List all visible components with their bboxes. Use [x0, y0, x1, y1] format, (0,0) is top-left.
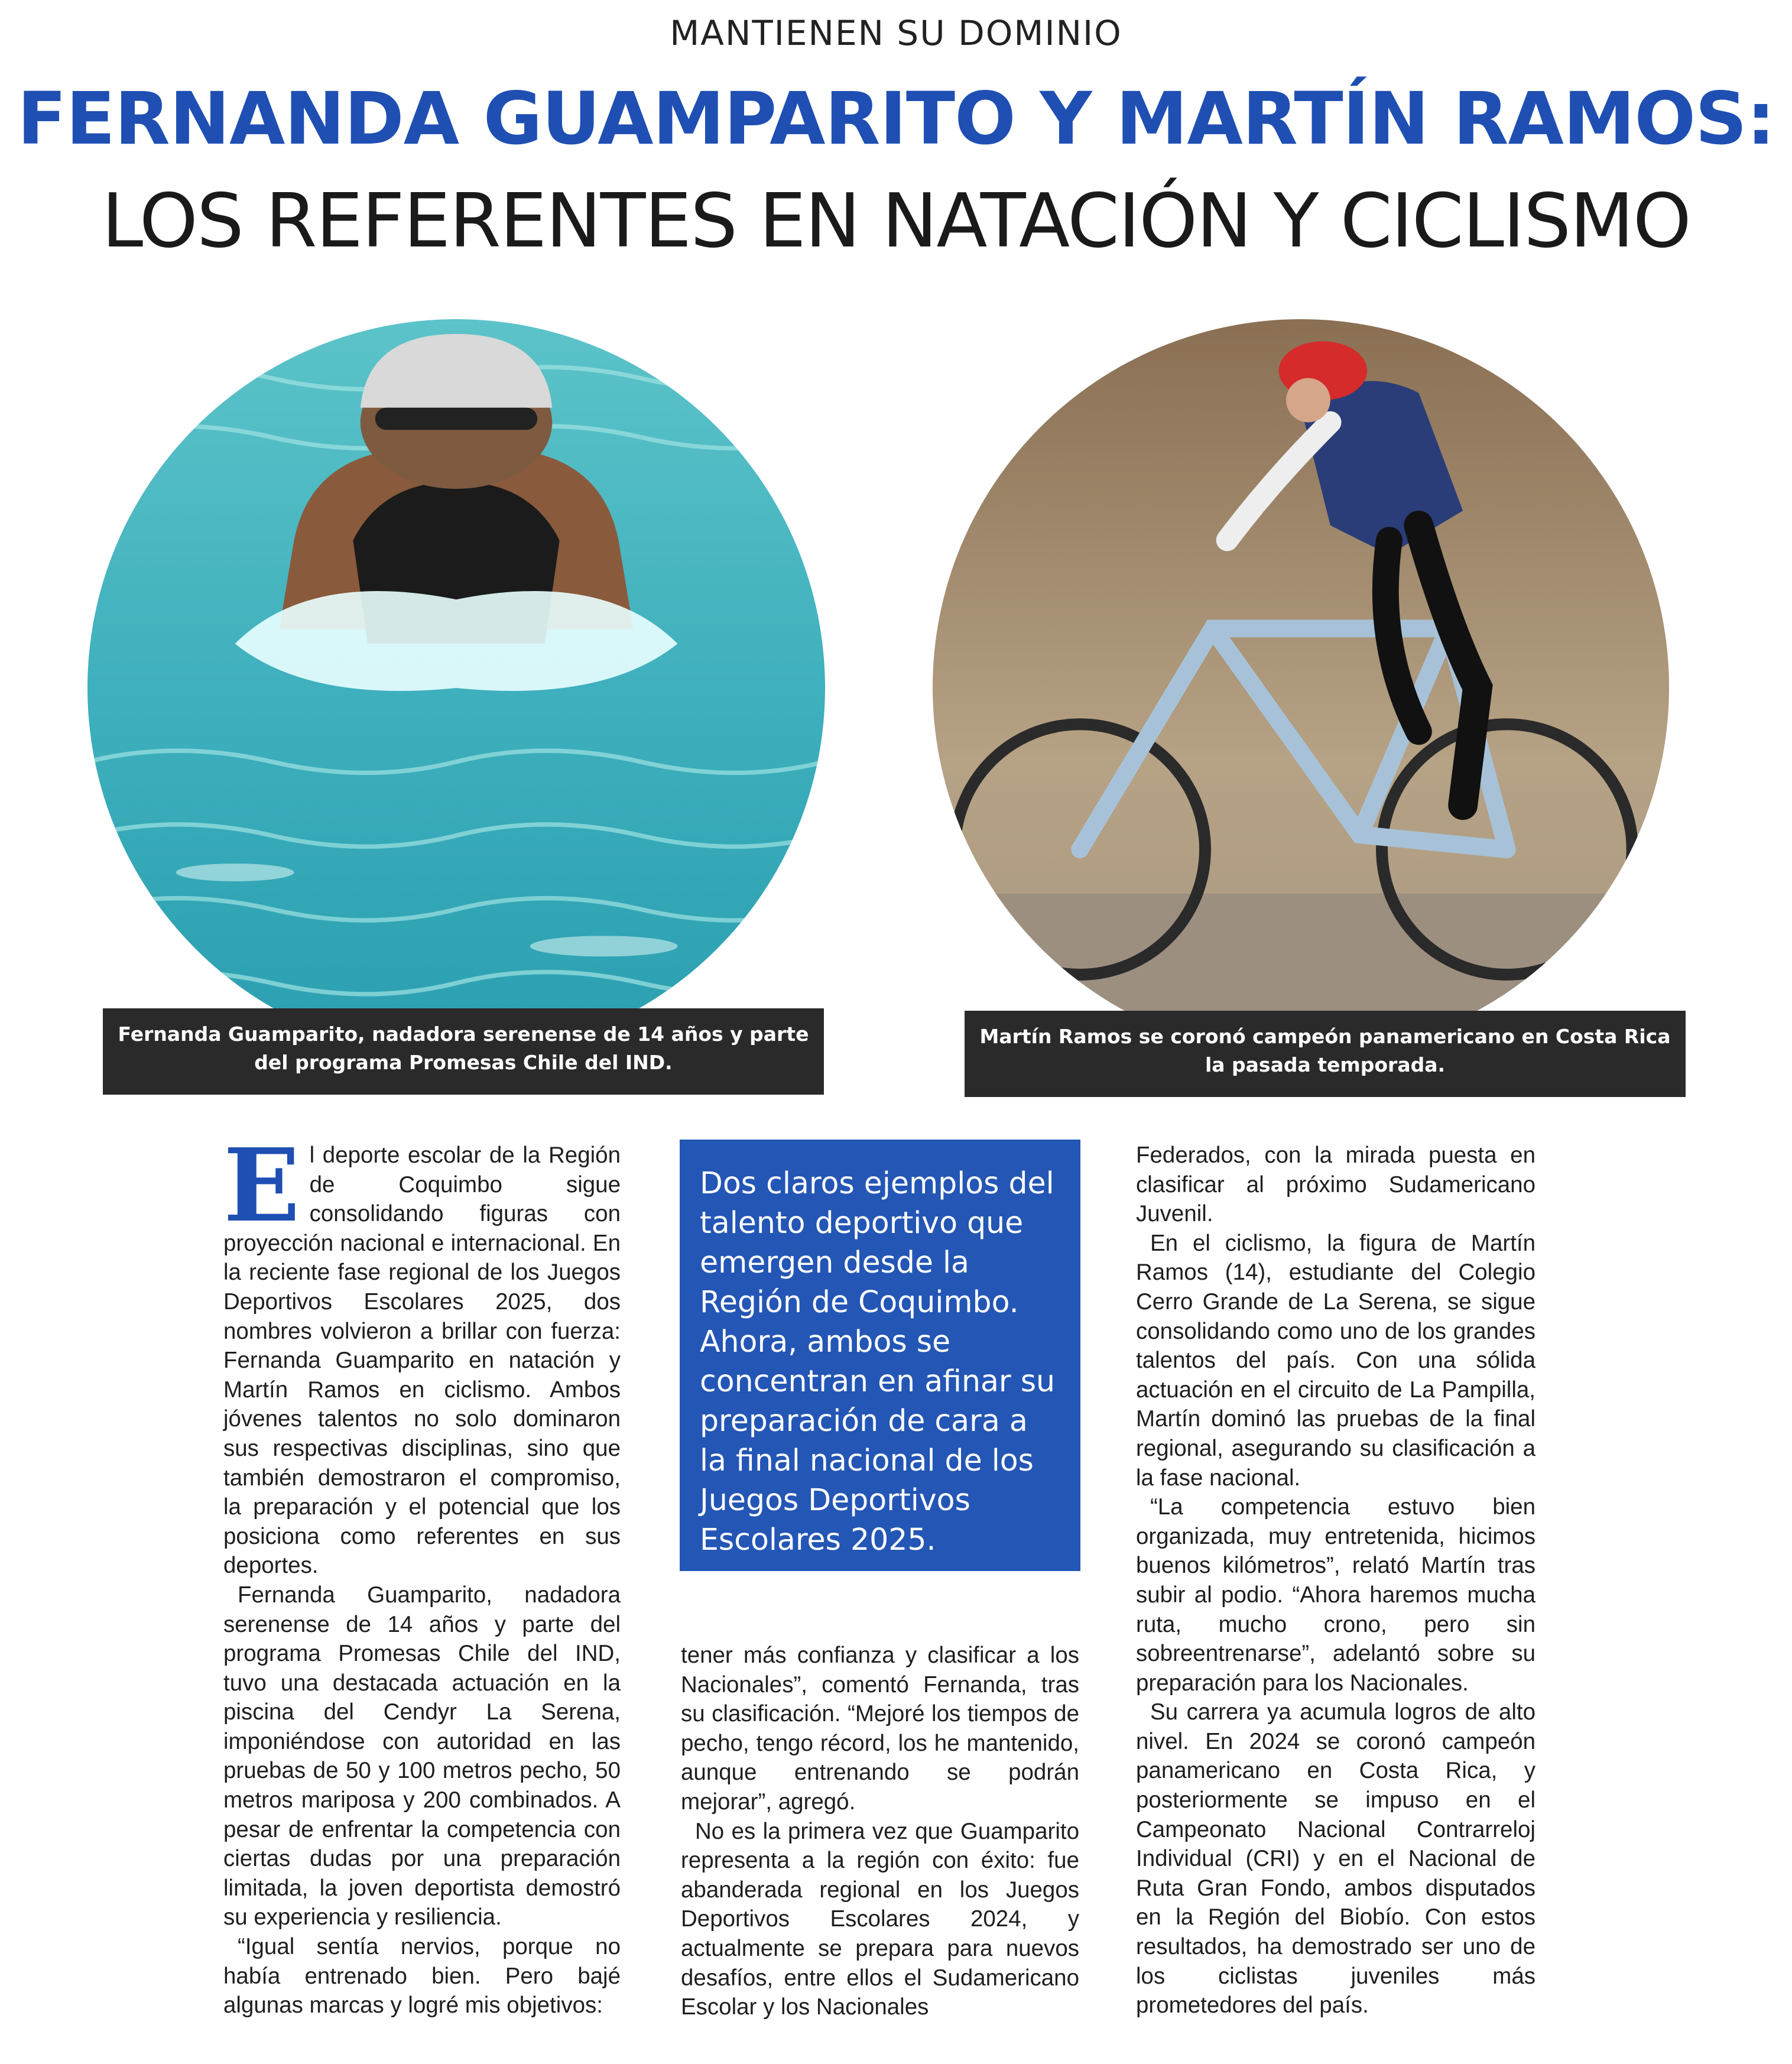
- article-column-3: [1136, 1141, 1535, 2020]
- article-paragraph: En el ciclismo, la figura de Martín Ramos (14), estudiante del Colegio Cerro Grande de La Serena, se sigue consolidando como uno de los grandes talentos del país. Con una sólida actuación en el circuito de La Pampilla, Martín dominó las pruebas de la final regional, asegurando su clasificación a la fase nacional.: [1136, 1230, 1535, 1491]
- article-lead-text: l deporte escolar de la Región de Coquimbo sigue consolidando figuras con proyección nacional e internacional. En la reciente fase regional de los Juegos Deportivos Escolares 2025, dos nombres volvieron a brillar con fuerza: Fernanda Guamparito en natación y Martín Ramos en ciclismo. Ambos jóvenes talentos no solo dominaron sus respectivas disciplinas, sino que también demostraron el compromiso, la preparación y el potencial que los posiciona como referentes en sus deportes.: [223, 1143, 621, 1579]
- article-paragraph: tener más confianza y clasificar a los Nacionales”, comentó Fernanda, tras su clasificación. “Mejoré los tiempos de pecho, tengo récord, los he mantenido, aunque entrenando se podrán mejorar”, agregó.: [681, 1643, 1079, 1815]
- article-paragraph: [223, 1127, 621, 1581]
- swimmer-photo-caption: Fernanda Guamparito, nadadora serenense de 14 años y parte del programa Promesas Chile del IND.: [103, 1008, 824, 1095]
- article-paragraph: No es la primera vez que Guamparito representa a la región con éxito: fue abanderada regional en los Juegos Deportivos Escolares 2024, y actualmente se prepara para nuevos desafíos, entre ellos el Sudamericano Escolar y los Nacionales: [681, 1818, 1079, 2020]
- article-paragraph: “La competencia estuvo bien organizada, muy entretenida, hicimos buenos kilómetros”, relató Martín tras subir al podio. “Ahora haremos mucha ruta, mucho crono, pero sin sobreentrenarse”, adelantó sobre su preparación para los Nacionales.: [1136, 1494, 1535, 1696]
- article-paragraph: Federados, con la mirada puesta en clasificar al próximo Sudamericano Juvenil.: [1136, 1143, 1535, 1227]
- article-column-1: [223, 1127, 621, 2020]
- article-paragraph: “Igual sentía nervios, porque no había entrenado bien. Pero bajé algunas marcas y logré mis objetivos:: [223, 1934, 621, 2018]
- article-column-2: [681, 1641, 1079, 2022]
- article-kicker: MANTIENEN SU DOMINIO: [670, 13, 1122, 53]
- article-paragraph: Fernanda Guamparito, nadadora serenense de 14 años y parte del programa Promesas Chile del IND, tuvo una destacada actuación en la piscina del Cendyr La Serena, imponiéndose con autoridad en las pruebas de 50 y 100 metros pecho, 50 metros mariposa y 200 combinados. A pesar de enfrentar la competencia con ciertas dudas por una preparación limitada, la joven deportista demostró su experiencia y resiliencia.: [223, 1582, 621, 1930]
- cyclist-photo: [933, 319, 1669, 1056]
- article-paragraph: Su carrera ya acumula logros de alto nivel. En 2024 se coronó campeón panamericano en Costa Rica, y posteriormente se impuso en el Campeonato Nacional Contrarreloj Individual (CRI) y en el Nacional de Ruta Gran Fondo, ambos disputados en la Región del Biobío. Con estos resultados, ha demostrado ser uno de los ciclistas juveniles más prometedores del país.: [1136, 1699, 1535, 2018]
- swimmer-photo: [87, 319, 825, 1057]
- article-headline: FERNANDA GUAMPARITO Y MARTÍN RAMOS:: [17, 77, 1775, 161]
- drop-cap: E: [223, 1127, 300, 1245]
- pull-quote: Dos claros ejemplos del talento deportivo que emergen desde la Región de Coquimbo. Ahora, ambos se concentran en afinar su preparación de cara a la final nacional de los Juegos Deportivos Escolares 2025.: [680, 1140, 1080, 1571]
- article-subheadline: LOS REFERENTES EN NATACIÓN Y CICLISMO: [102, 177, 1690, 264]
- cyclist-photo-caption: Martín Ramos se coronó campeón panamericano en Costa Rica la pasada temporada.: [965, 1011, 1686, 1097]
